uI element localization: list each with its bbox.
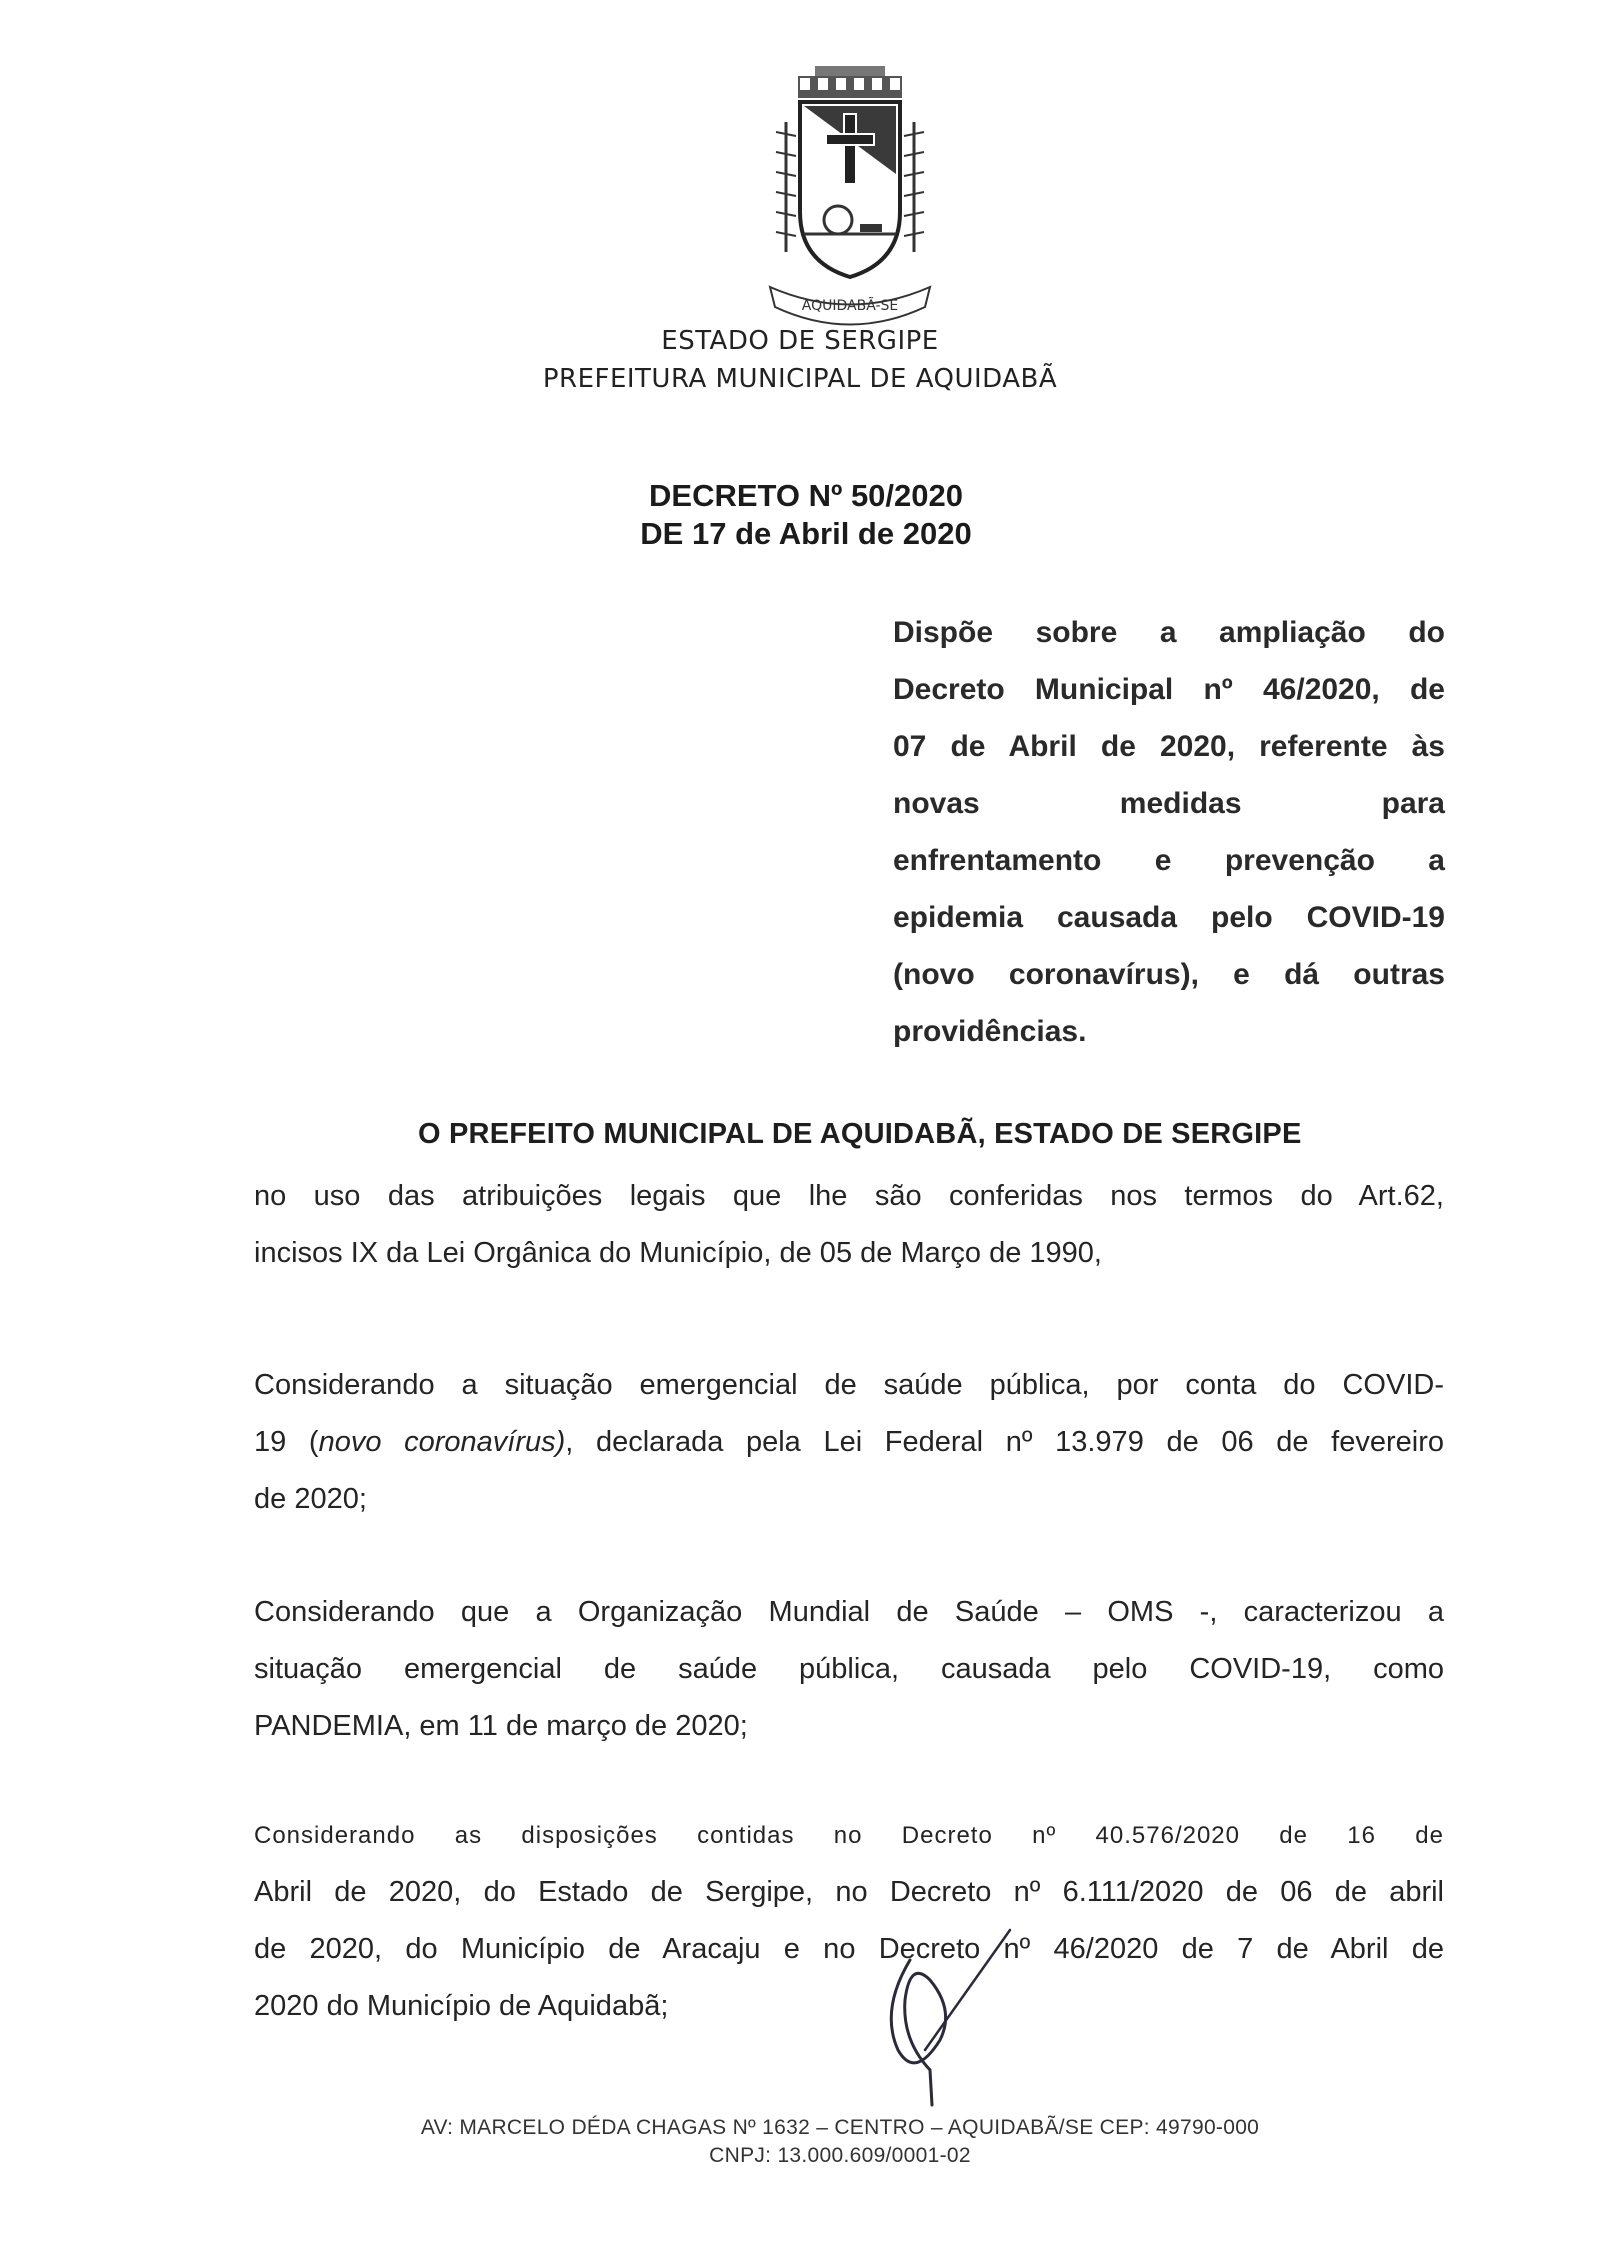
text-segment: 19 (: [254, 1426, 319, 1458]
preamble-paragraph: [254, 1168, 1444, 1282]
paragraph-line: Considerando as disposições contidas no Decreto nº 40.576/2020 de 16 de: [254, 1822, 1444, 1849]
considering-paragraph-1: [254, 1357, 1444, 1528]
summary-line: Dispõe sobre a ampliação do: [893, 616, 1445, 649]
mayor-heading: O PREFEITO MUNICIPAL DE AQUIDABÃ, ESTADO DE SERGIPE: [418, 1118, 1302, 1150]
summary-line: (novo coronavírus), e dá outras: [893, 958, 1445, 991]
paragraph-line: de 2020;: [254, 1483, 367, 1515]
text-segment: , declarada pela Lei Federal nº 13.979 de 06 de fevereiro: [565, 1426, 1444, 1458]
paragraph-line: de 2020, do Município de Aracaju e no Decreto nº 46/2020 de 7 de Abril de: [254, 1933, 1444, 1965]
paragraph-line: no uso das atribuições legais que lhe são conferidas nos termos do Art.62,: [254, 1180, 1444, 1212]
footer-cnpj: CNPJ: 13.000.609/0001-02: [709, 2144, 971, 2167]
decree-number: DECRETO Nº 50/2020: [649, 478, 963, 513]
decree-date: DE 17 de Abril de 2020: [640, 516, 972, 551]
considering-paragraph-2: [254, 1584, 1444, 1755]
decree-summary: [893, 604, 1445, 1060]
summary-line: Decreto Municipal nº 46/2020, de: [893, 673, 1445, 706]
summary-line: providências.: [893, 1015, 1087, 1048]
paragraph-line: Considerando que a Organização Mundial de Saúde – OMS -, caracterizou a: [254, 1596, 1444, 1628]
paragraph-line: incisos IX da Lei Orgânica do Município, de 05 de Março de 1990,: [254, 1237, 1102, 1269]
paragraph-line: Abril de 2020, do Estado de Sergipe, no Decreto nº 6.111/2020 de 06 de abril: [254, 1876, 1444, 1908]
paragraph-line: [254, 1414, 1444, 1471]
paragraph-line: PANDEMIA, em 11 de março de 2020;: [254, 1710, 748, 1742]
summary-line: novas medidas para: [893, 787, 1445, 820]
summary-line: enfrentamento e prevenção a: [893, 844, 1445, 877]
crest-ribbon-text: AQUIDABÃ-SE: [801, 298, 899, 314]
summary-line: 07 de Abril de 2020, referente às: [893, 730, 1445, 763]
paragraph-line: situação emergencial de saúde pública, causada pelo COVID-19, como: [254, 1653, 1444, 1685]
italic-text: novo coronavírus): [318, 1426, 566, 1458]
footer-address: AV: MARCELO DÉDA CHAGAS Nº 1632 – CENTRO – AQUIDABÃ/SE CEP: 49790-000: [420, 2116, 1260, 2139]
state-name: ESTADO DE SERGIPE: [661, 326, 939, 356]
paragraph-line: Considerando a situação emergencial de saúde pública, por conta do COVID-: [254, 1369, 1444, 1401]
summary-line: epidemia causada pelo COVID-19: [893, 901, 1445, 934]
handwritten-signature: [870, 1920, 1020, 2110]
prefecture-name: PREFEITURA MUNICIPAL DE AQUIDABÃ: [542, 364, 1058, 394]
paragraph-line: 2020 do Município de Aquidabã;: [254, 1990, 669, 2022]
municipal-coat-of-arms: [760, 62, 940, 332]
considering-paragraph-3: [254, 1807, 1444, 2035]
